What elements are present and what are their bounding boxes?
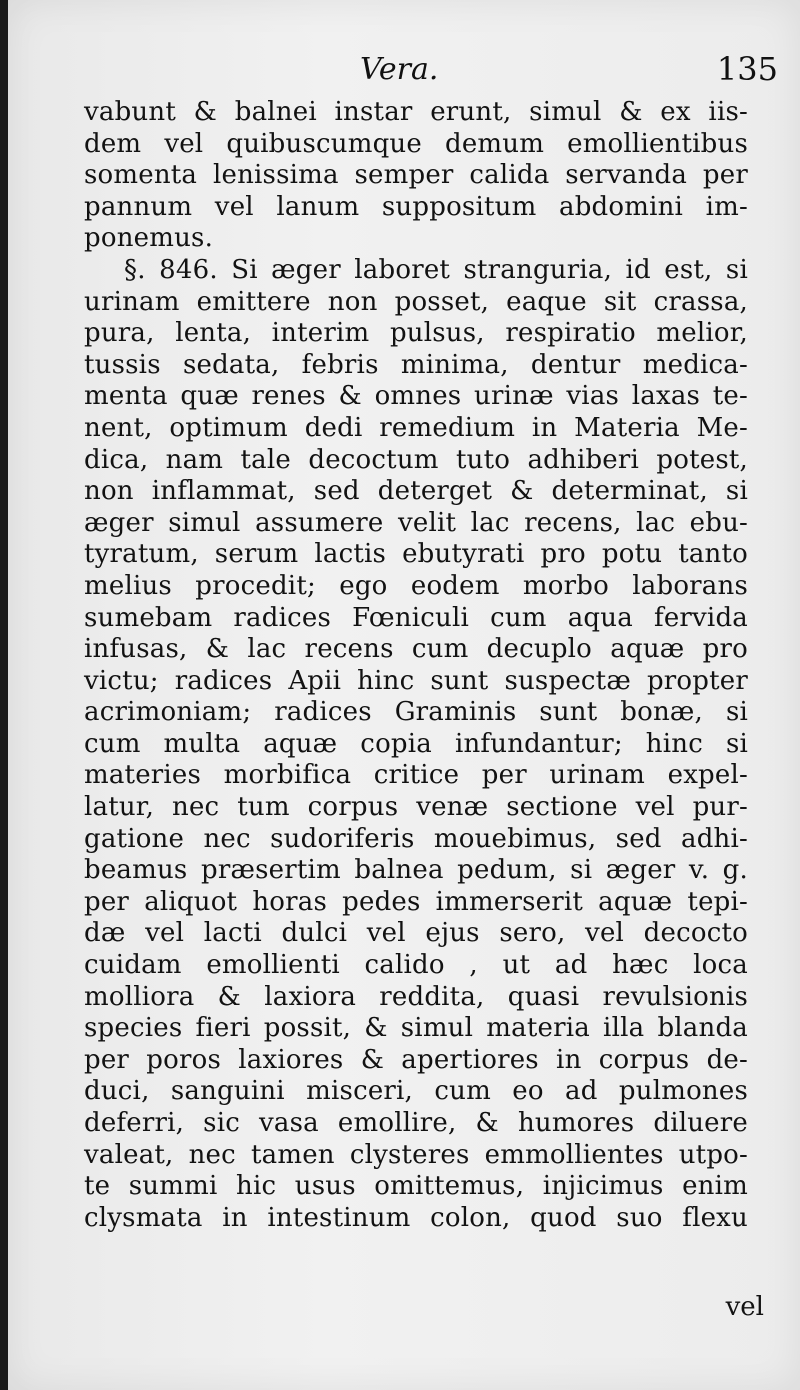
text-line: dem vel quibuscumque demum emollientibus — [84, 128, 748, 159]
text-line: molliora & laxiora reddita, quasi revulsionis — [84, 981, 748, 1012]
text-line: duci, sanguini misceri, cum eo ad pulmones — [84, 1076, 748, 1107]
text-line: valeat, nec tamen clysteres emmollientes utpo- — [84, 1139, 748, 1170]
text-line: gatione nec sudoriferis mouebimus, sed adhi- — [84, 823, 748, 854]
text-line: melius procedit; ego eodem morbo laborans — [84, 570, 748, 601]
text-line: per poros laxiores & apertiores in corpus de- — [84, 1044, 748, 1075]
text-line: menta quæ renes & omnes urinæ vias laxas te- — [84, 381, 748, 412]
text-line: urinam emittere non posset, eaque sit crassa, — [84, 286, 748, 317]
text-line: pura, lenta, interim pulsus, respiratio melior, — [84, 318, 748, 349]
text-line: te summi hic usus omittemus, injicimus enim — [84, 1171, 748, 1202]
text-line: somenta lenissima semper calida servanda per — [84, 160, 748, 191]
body-text — [84, 97, 748, 1234]
text-line: ponemus. — [84, 223, 214, 254]
text-line: pannum vel lanum suppositum abdomini im- — [84, 191, 748, 222]
text-line: infusas, & lac recens cum decuplo aquæ pro — [84, 634, 748, 665]
text-line: dica, nam tale decoctum tuto adhiberi potest, — [84, 444, 748, 475]
text-line: nent, optimum dedi remedium in Materia Me- — [84, 412, 748, 443]
text-line: materies morbifica critice per urinam expel- — [84, 760, 748, 791]
text-line: acrimoniam; radices Graminis sunt bonæ, si — [84, 697, 748, 728]
text-line: species fieri possit, & simul materia illa blanda — [84, 1013, 748, 1044]
text-line: æger simul assumere velit lac recens, lac ebu- — [84, 507, 748, 538]
catchword: vel — [725, 1292, 764, 1322]
text-line: tussis sedata, febris minima, dentur medica- — [84, 349, 748, 380]
text-line: deferri, sic vasa emollire, & humores diluere — [84, 1108, 748, 1138]
text-line: clysmata in intestinum colon, quod suo flexu — [84, 1202, 748, 1233]
page-number: 135 — [716, 50, 778, 88]
book-page — [8, 0, 800, 1390]
paragraph-start-line: §. 846. Si æger laboret stranguria, id est, si — [124, 254, 748, 285]
text-line: vabunt & balnei instar erunt, simul & ex iis- — [84, 97, 748, 127]
text-line: cum multa aquæ copia infundantur; hinc si — [84, 728, 748, 759]
text-line: latur, nec tum corpus venæ sectione vel pur- — [84, 792, 748, 823]
text-line: beamus præsertim balnea pedum, si æger v. g. — [84, 855, 748, 886]
text-line: per aliquot horas pedes immerserit aquæ tepi- — [84, 886, 748, 917]
text-line: sumebam radices Fœniculi cum aqua fervida — [84, 602, 748, 633]
text-line: victu; radices Apii hinc sunt suspectæ propter — [84, 665, 748, 696]
text-line: cuidam emollienti calido , ut ad hæc loca — [84, 950, 748, 981]
page-header — [8, 50, 800, 94]
running-title: Vera. — [360, 52, 439, 87]
text-line: tyratum, serum lactis ebutyrati pro potu tanto — [84, 539, 748, 570]
text-line: dæ vel lacti dulci vel ejus sero, vel decocto — [84, 918, 748, 949]
text-line: non inflammat, sed deterget & determinat, si — [84, 476, 748, 507]
